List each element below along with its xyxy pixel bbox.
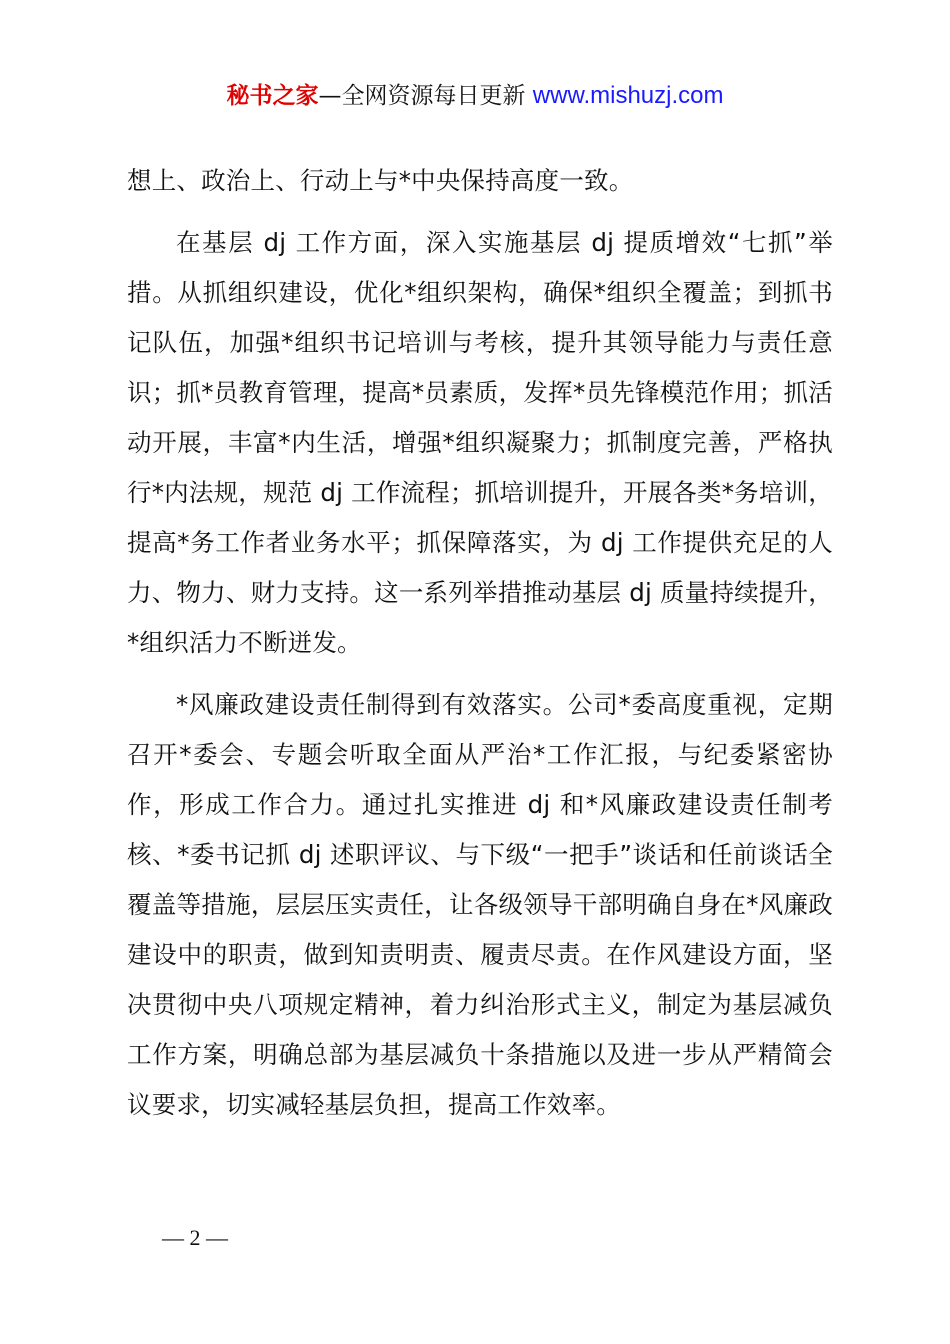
paragraph-party-building: 在基层 dj 工作方面，深入实施基层 dj 提质增效“七抓”举措。从抓组织建设，优化*组织架构，确保*组织全覆盖；到抓书记队伍，加强*组织书记培训与考核，提升其领导能力与责任意识；抓*员教育管理，提高*员素质，发挥*员先锋模范作用；抓活动开展，丰富*内生活，增强*组织凝聚力；抓制度完善，严格执行*内法规，规范 dj 工作流程；抓培训提升，开展各类*务培训，提高*务工作者业务水平；抓保障落实，为 dj 工作提供充足的人力、物力、财力支持。这一系列举措推动基层 dj 质量持续提升，*组织活力不断迸发。 <box>127 228 833 657</box>
page-header <box>0 80 950 112</box>
document-body <box>127 156 833 1142</box>
paragraph-integrity: *风廉政建设责任制得到有效落实。公司*委高度重视，定期召开*委会、专题会听取全面从严治*工作汇报，与纪委紧密协作，形成工作合力。通过扎实推进 dj 和*风廉政建设责任制考核、*委书记抓 dj 述职评议、与下级“一把手”谈话和任前谈话全覆盖等措施，层层压实责任，让各级领导干部明确自身在*风廉政建设中的职责，做到知责明责、履责尽责。在作风建设方面，坚决贯彻中央八项规定精神，着力纠治形式主义，制定为基层减负工作方案，明确总部为基层减负十条措施以及进一步从严精简会议要求，切实减轻基层负担，提高工作效率。 <box>127 690 833 1119</box>
paragraph-continuation: 想上、政治上、行动上与*中央保持高度一致。 <box>127 166 634 195</box>
page-number: — 2 — <box>162 1225 228 1250</box>
header-tagline: —全网资源每日更新 <box>318 83 533 109</box>
brand-name: 秘书之家 <box>226 83 319 109</box>
site-url[interactable]: www.mishuzj.com <box>532 82 724 109</box>
